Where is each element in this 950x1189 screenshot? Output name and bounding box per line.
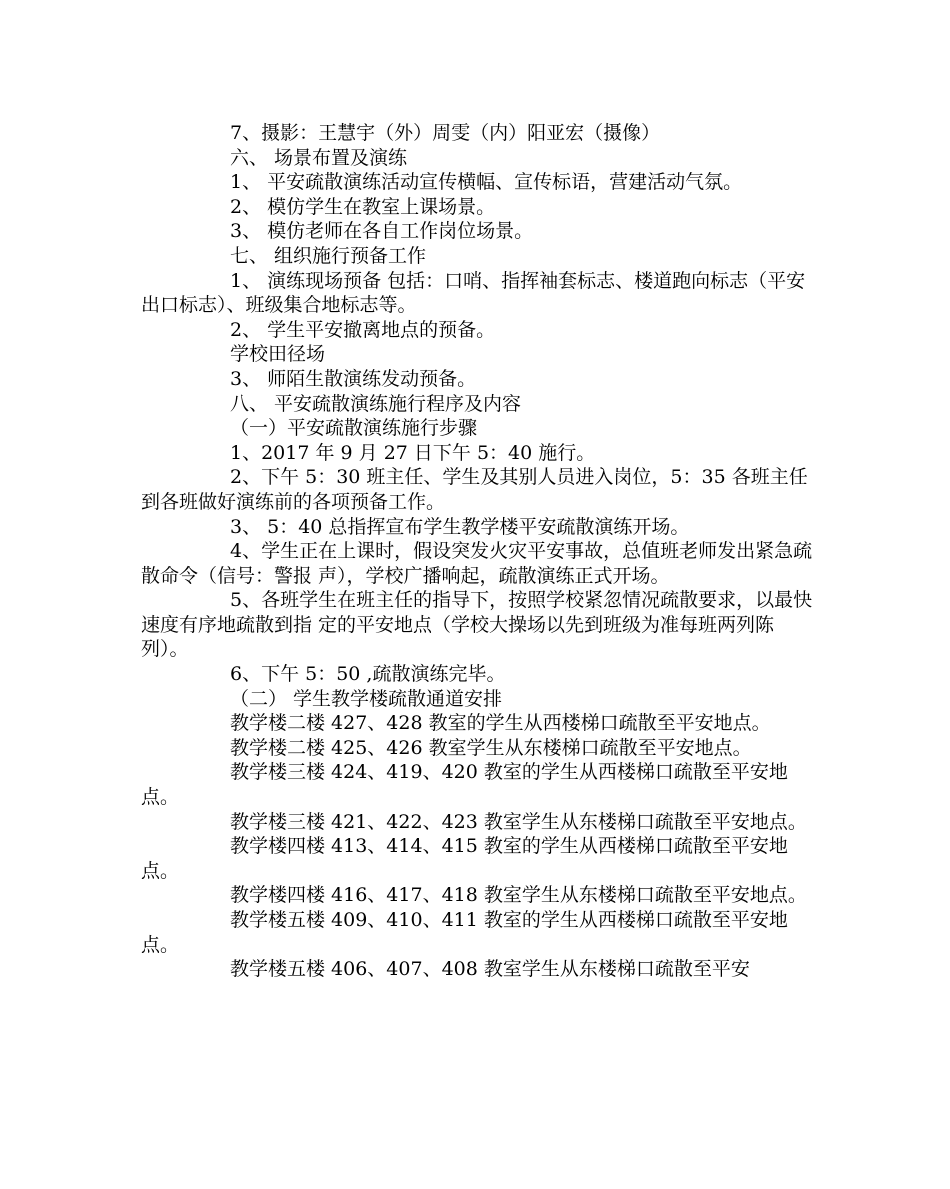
text-line: 教学楼二楼 427、428 教室的学生从西楼梯口疏散至平安地点。: [230, 712, 771, 735]
text-line: 3、 5：40 总指挥宣布学生教学楼平安疏散演练开场。: [230, 515, 690, 538]
section-heading: 六、 场景布置及演练: [230, 146, 408, 169]
subsection-heading: （二） 学生教学楼疏散通道安排: [230, 687, 503, 710]
section-heading: 七、 组织施行预备工作: [230, 244, 427, 267]
subsection-heading: （一）平安疏散演练施行步骤: [230, 417, 478, 440]
paragraph: 5、各班学生在班主任的指导下，按照学校紧忽情况疏散要求，以最快速度有序地疏散到指 定的平安地点（学校大操场以先到班级为准每班两列陈列）。: [141, 589, 813, 661]
text-line: 6、下午 5：50 ,疏散演练完毕。: [230, 663, 506, 686]
paragraph: 教学楼三楼 424、419、420 教室的学生从西楼梯口疏散至平安地点。: [141, 761, 788, 809]
paragraph: 1、 演练现场预备 包括：口哨、指挥袖套标志、楼道跑向标志（平安出口标志）、班级集合地标志等。: [141, 269, 806, 317]
text-line: 3、 模仿老师在各自工作岗位场景。: [230, 220, 534, 243]
section-heading: 八、 平安疏散演练施行程序及内容: [230, 392, 522, 415]
paragraph: 教学楼四楼 413、414、415 教室的学生从西楼梯口疏散至平安地点。: [141, 835, 788, 882]
document-body: [141, 121, 821, 982]
paragraph: 4、学生正在上课时，假设突发火灾平安事故，总值班老师发出紧急疏散命令（信号：警报 声），学校广播响起，疏散演练正式开场。: [141, 540, 813, 587]
text-line: 教学楼二楼 425、426 教室学生从东楼梯口疏散至平安地点。: [230, 736, 752, 759]
text-line: 2、 模仿学生在教室上课场景。: [230, 195, 496, 218]
paragraph: 2、下午 5：30 班主任、学生及其别人员进入岗位，5：35 各班主任到各班做好演练前的各项预备工作。: [141, 466, 808, 513]
paragraph: 教学楼三楼 421、422、423 教室学生从东楼梯口疏散至平安地点。: [230, 810, 807, 833]
text-line: 3、 师陌生散演练发动预备。: [230, 367, 477, 390]
paragraph: 教学楼五楼 409、410、411 教室的学生从西楼梯口疏散至平安地点。: [141, 909, 788, 956]
text-line: 2、 学生平安撤离地点的预备。: [230, 318, 496, 341]
text-line: 教学楼五楼 406、407、408 教室学生从东楼梯口疏散至平安: [230, 958, 750, 981]
text-line: 7、摄影：王慧宇（外）周雯（内）阳亚宏（摄像）: [230, 122, 661, 144]
text-line: 学校田径场: [230, 343, 326, 366]
paragraph: 教学楼四楼 416、417、418 教室学生从东楼梯口疏散至平安地点。: [230, 884, 807, 907]
text-line: 1、2017 年 9 月 27 日下午 5：40 施行。: [230, 441, 596, 464]
paragraph: 1、 平安疏散演练活动宣传横幅、宣传标语，营建活动气氛。: [230, 171, 743, 194]
